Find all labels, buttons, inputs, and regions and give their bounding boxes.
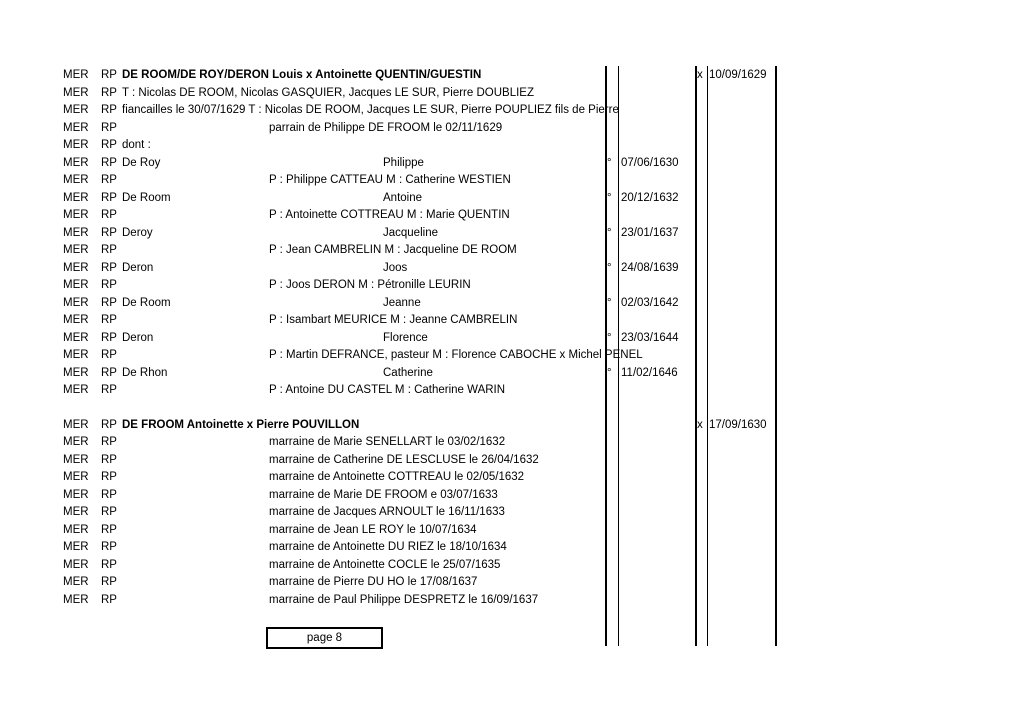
mer-cell: MER: [63, 244, 89, 256]
page-number: page 8: [306, 632, 343, 644]
rp-cell: RP: [101, 384, 117, 396]
mer-cell: MER: [63, 523, 89, 536]
mer-cell: MER: [63, 226, 89, 239]
birth-date-cell: 23/03/1644: [621, 331, 679, 344]
detail-text: marraine de Marie SENELLART le 03/02/1632: [269, 436, 506, 448]
mer-cell: MER: [63, 174, 89, 186]
detail-text: P : Philippe CATTEAU M : Catherine WESTIEN: [269, 174, 511, 186]
given-name-cell: Antoine: [383, 191, 423, 204]
surname-cell: Deron: [122, 261, 154, 274]
mer-cell: MER: [63, 558, 89, 571]
detail-text: P : Antoine DU CASTEL M : Catherine WARIN: [269, 384, 506, 396]
detail-text: parrain de Philippe DE FROOM le 02/11/1629: [269, 121, 503, 134]
birth-date-cell: 23/01/1637: [621, 226, 679, 239]
birth-marker: °: [607, 261, 612, 274]
rp-cell: RP: [101, 471, 117, 483]
mer-cell: MER: [63, 296, 89, 309]
detail-text: marraine de Jean LE ROY le 10/07/1634: [269, 523, 477, 536]
rp-cell: RP: [101, 453, 117, 466]
mer-cell: MER: [63, 104, 89, 116]
rp-cell: RP: [101, 523, 117, 536]
mer-cell: MER: [63, 436, 89, 448]
mer-cell: MER: [63, 488, 89, 501]
rp-cell: RP: [101, 261, 117, 274]
surname-cell: Deron: [122, 331, 154, 344]
surname-cell: De Roy: [122, 156, 161, 169]
mer-cell: MER: [63, 471, 89, 483]
register-row: [0, 434, 1024, 451]
register-row: [0, 120, 1024, 137]
mer-cell: MER: [63, 593, 89, 606]
register-row: [0, 260, 1024, 277]
register-row: [0, 382, 1024, 399]
register-row: [0, 102, 1024, 119]
birth-date-cell: 20/12/1632: [621, 191, 679, 204]
register-row: [0, 330, 1024, 347]
rp-cell: RP: [101, 191, 117, 204]
mer-cell: MER: [63, 453, 89, 466]
entry-text: DE ROOM/DE ROY/DERON Louis x Antoinette QUENTIN/GUESTIN: [122, 69, 482, 81]
detail-text: P : Isambart MEURICE M : Jeanne CAMBRELIN: [269, 314, 518, 326]
birth-date-cell: 02/03/1642: [621, 296, 679, 309]
detail-text: marraine de Paul Philippe DESPRETZ le 16/09/1637: [269, 593, 539, 606]
given-name-cell: Philippe: [383, 156, 424, 169]
rp-cell: RP: [101, 209, 117, 221]
detail-text: P : Antoinette COTTREAU M : Marie QUENTIN: [269, 209, 510, 221]
register-row: [0, 417, 1024, 434]
rp-cell: RP: [101, 104, 117, 116]
mer-cell: MER: [63, 121, 89, 134]
birth-date-cell: 07/06/1630: [621, 156, 679, 169]
page-number-box: [266, 627, 383, 649]
rp-cell: RP: [101, 418, 117, 431]
marriage-date-cell: 17/09/1630: [709, 418, 767, 431]
register-row: [0, 67, 1024, 84]
register-row: [0, 137, 1024, 154]
rp-cell: RP: [101, 244, 117, 256]
mer-cell: MER: [63, 541, 89, 553]
mer-cell: MER: [63, 366, 89, 379]
mer-cell: MER: [63, 384, 89, 396]
birth-date-cell: 11/02/1646: [621, 366, 678, 379]
register-row: [0, 277, 1024, 294]
mer-cell: MER: [63, 314, 89, 326]
surname-cell: Deroy: [122, 226, 153, 239]
rp-cell: RP: [101, 593, 117, 606]
mer-cell: MER: [63, 576, 89, 588]
rp-cell: RP: [101, 86, 117, 99]
detail-text: P : Joos DERON M : Pétronille LEURIN: [269, 279, 471, 291]
detail-text: marraine de Pierre DU HO le 17/08/1637: [269, 576, 478, 588]
birth-date-cell: 24/08/1639: [621, 261, 679, 274]
register-row: [0, 592, 1024, 609]
register-row: [0, 85, 1024, 102]
entry-text: fiancailles le 30/07/1629 T : Nicolas DE ROOM, Jacques LE SUR, Pierre POUPLIEZ fils de Pierre: [122, 104, 619, 116]
register-row: [0, 207, 1024, 224]
mer-cell: MER: [63, 139, 89, 151]
marriage-marker: x: [697, 418, 703, 431]
rp-cell: RP: [101, 139, 117, 151]
register-row: [0, 155, 1024, 172]
surname-cell: De Room: [122, 191, 171, 204]
birth-marker: °: [607, 156, 612, 169]
register-row: [0, 172, 1024, 189]
rp-cell: RP: [101, 436, 117, 448]
given-name-cell: Jacqueline: [383, 226, 438, 239]
surname-cell: De Room: [122, 296, 171, 309]
rp-cell: RP: [101, 296, 117, 309]
rp-cell: RP: [101, 349, 117, 361]
mer-cell: MER: [63, 156, 89, 169]
mer-cell: MER: [63, 261, 89, 274]
rp-cell: RP: [101, 558, 117, 571]
rp-cell: RP: [101, 541, 117, 553]
detail-text: marraine de Antoinette DU RIEZ le 18/10/1634: [269, 541, 507, 553]
mer-cell: MER: [63, 69, 89, 81]
given-name-cell: Jeanne: [383, 296, 421, 309]
given-name-cell: Catherine: [383, 366, 433, 379]
birth-marker: °: [607, 366, 612, 379]
register-row: [0, 347, 1024, 364]
register-row: [0, 557, 1024, 574]
rp-cell: RP: [101, 314, 117, 326]
entry-text: DE FROOM Antoinette x Pierre POUVILLON: [122, 418, 360, 431]
rp-cell: RP: [101, 121, 117, 134]
rp-cell: RP: [101, 506, 117, 518]
register-row: [0, 190, 1024, 207]
entry-text: T : Nicolas DE ROOM, Nicolas GASQUIER, Jacques LE SUR, Pierre DOUBLIEZ: [122, 86, 534, 99]
mer-cell: MER: [63, 279, 89, 291]
rp-cell: RP: [101, 488, 117, 501]
mer-cell: MER: [63, 506, 89, 518]
rp-cell: RP: [101, 576, 117, 588]
rp-cell: RP: [101, 366, 117, 379]
birth-marker: °: [607, 331, 612, 344]
detail-text: marraine de Antoinette COCLE le 25/07/1635: [269, 558, 501, 571]
register-row: [0, 312, 1024, 329]
rp-cell: RP: [101, 69, 117, 81]
mer-cell: MER: [63, 331, 89, 344]
mer-cell: MER: [63, 349, 89, 361]
register-row: [0, 295, 1024, 312]
mer-cell: MER: [63, 418, 89, 431]
marriage-date-cell: 10/09/1629: [709, 69, 767, 81]
mer-cell: MER: [63, 86, 89, 99]
register-row: [0, 487, 1024, 504]
marriage-marker: x: [697, 69, 703, 81]
given-name-cell: Joos: [383, 261, 408, 274]
register-row: [0, 365, 1024, 382]
register-row: [0, 452, 1024, 469]
birth-marker: °: [607, 296, 612, 309]
rp-cell: RP: [101, 226, 117, 239]
birth-marker: °: [607, 191, 612, 204]
rp-cell: RP: [101, 156, 117, 169]
rp-cell: RP: [101, 331, 117, 344]
detail-text: P : Martin DEFRANCE, pasteur M : Florence CABOCHE x Michel PENEL: [269, 349, 643, 361]
register-row: [0, 504, 1024, 521]
detail-text: marraine de Antoinette COTTREAU le 02/05/1632: [269, 471, 525, 483]
mer-cell: MER: [63, 209, 89, 221]
register-row: [0, 539, 1024, 556]
register-row: [0, 522, 1024, 539]
register-row: [0, 225, 1024, 242]
birth-marker: °: [607, 226, 612, 239]
surname-cell: De Rhon: [122, 366, 168, 379]
given-name-cell: Florence: [383, 331, 428, 344]
detail-text: marraine de Catherine DE LESCLUSE le 26/04/1632: [269, 453, 539, 466]
register-row: [0, 469, 1024, 486]
rp-cell: RP: [101, 279, 117, 291]
register-row: [0, 574, 1024, 591]
entry-text: dont :: [122, 139, 151, 151]
detail-text: marraine de Jacques ARNOULT le 16/11/1633: [269, 506, 505, 518]
rp-cell: RP: [101, 174, 117, 186]
mer-cell: MER: [63, 191, 89, 204]
detail-text: marraine de Marie DE FROOM e 03/07/1633: [269, 488, 498, 501]
detail-text: P : Jean CAMBRELIN M : Jacqueline DE ROOM: [269, 244, 517, 256]
register-row: [0, 242, 1024, 259]
